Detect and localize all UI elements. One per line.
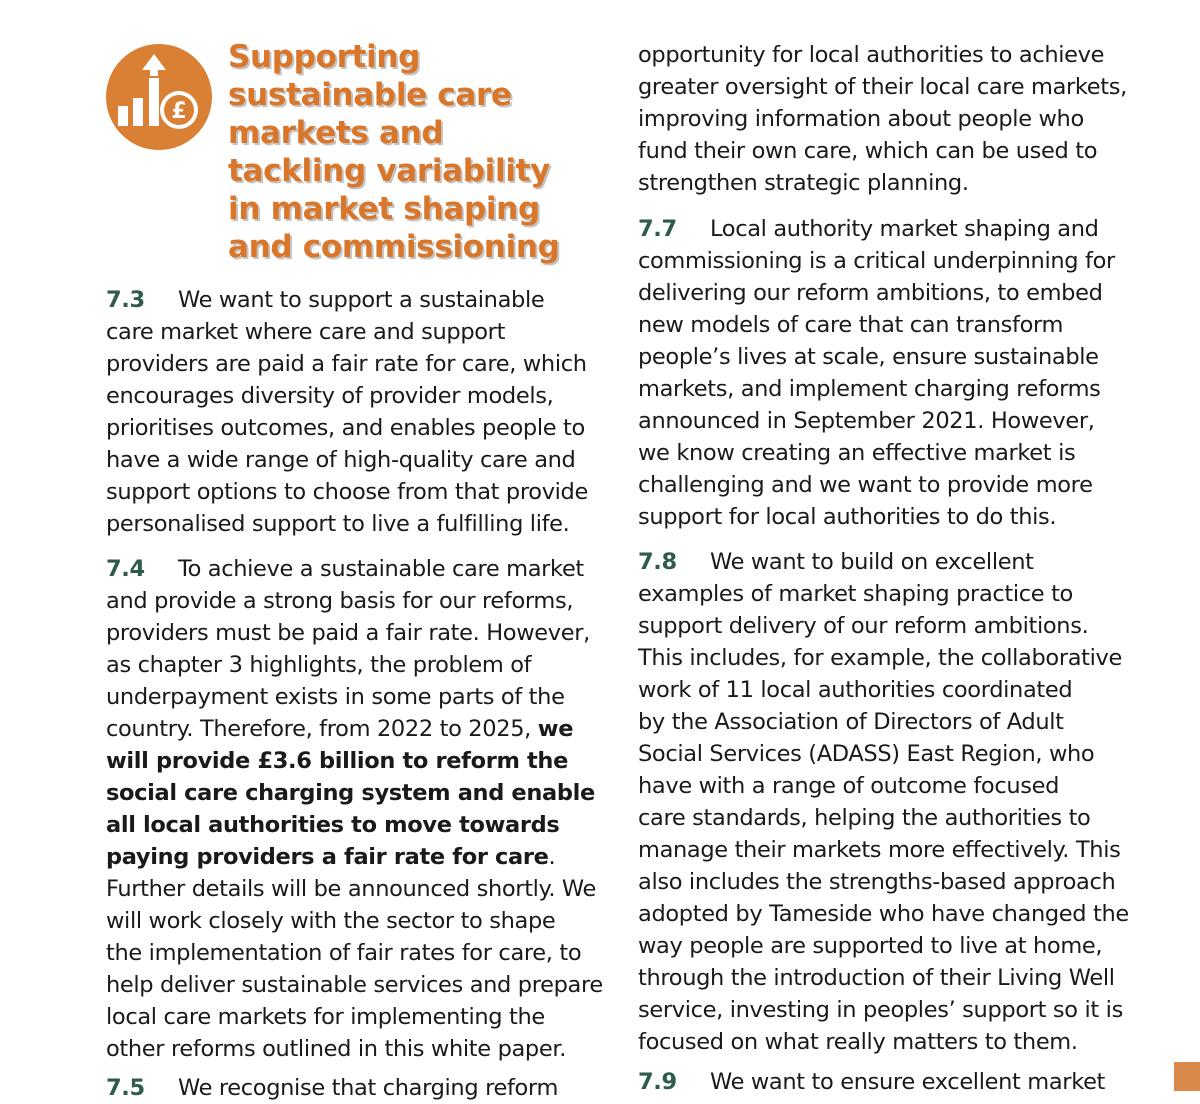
- paragraph-line: care standards, helping the authorities to: [638, 805, 1091, 831]
- bold-text: paying providers a fair rate for care: [106, 844, 549, 870]
- paragraph-line: delivering our reform ambitions, to embed: [638, 280, 1103, 306]
- paragraph-line: opportunity for local authorities to achieve: [638, 42, 1105, 68]
- paragraph-line: We want to support a sustainable: [178, 287, 545, 313]
- paragraph-number: 7.8: [638, 549, 677, 575]
- paragraph-line: people’s lives at scale, ensure sustainable: [638, 344, 1099, 370]
- paragraph-line: commissioning is a critical underpinning for: [638, 248, 1115, 274]
- paragraph-line: we know creating an effective market is: [638, 440, 1076, 466]
- paragraph-line: strengthen strategic planning.: [638, 170, 969, 196]
- paragraph-line: underpayment exists in some parts of the: [106, 684, 565, 710]
- paragraph-line: We recognise that charging reform: [178, 1075, 559, 1101]
- paragraph-line: by the Association of Directors of Adult: [638, 709, 1064, 735]
- paragraph-line: local care markets for implementing the: [106, 1004, 545, 1030]
- paragraph-line: service, investing in peoples’ support so it is: [638, 997, 1123, 1023]
- paragraph-line: providers must be paid a fair rate. However,: [106, 620, 590, 646]
- section-title-line: tackling variability: [228, 153, 551, 189]
- section-title-line: and commissioning: [228, 229, 560, 265]
- paragraph-number: 7.9: [638, 1069, 677, 1095]
- paragraph-text: .: [548, 844, 556, 870]
- paragraph-number: 7.4: [106, 556, 145, 582]
- paragraph-line: work of 11 local authorities coordinated: [638, 677, 1073, 703]
- paragraph-line: support for local authorities to do this.: [638, 504, 1057, 530]
- paragraph-line: and provide a strong basis for our reforms,: [106, 588, 574, 614]
- paragraph-7-6-continued: [638, 39, 1127, 199]
- paragraph-7-5: [106, 1072, 558, 1104]
- paragraph-number: 7.3: [106, 287, 145, 313]
- paragraph-line: new models of care that can transform: [638, 312, 1064, 338]
- section-title-line: sustainable care: [228, 77, 512, 113]
- section-title-line: markets and: [228, 115, 444, 151]
- paragraph-line: prioritises outcomes, and enables people to: [106, 415, 585, 441]
- paragraph-line: support options to choose from that provide: [106, 479, 588, 505]
- paragraph-7-9: [638, 1066, 1105, 1098]
- paragraph-line: through the introduction of their Living Well: [638, 965, 1115, 991]
- paragraph-line: This includes, for example, the collaborative: [638, 645, 1122, 671]
- svg-text:£: £: [171, 99, 187, 124]
- paragraph-line: way people are supported to live at home,: [638, 933, 1103, 959]
- paragraph-line: help deliver sustainable services and prepare: [106, 972, 603, 998]
- bold-line: social care charging system and enable: [106, 780, 595, 806]
- paragraph-line: focused on what really matters to them.: [638, 1029, 1078, 1055]
- paragraph-line: will work closely with the sector to shape: [106, 908, 556, 934]
- section-title-line: Supporting: [228, 39, 421, 75]
- paragraph-line: We want to ensure excellent market: [710, 1069, 1106, 1095]
- paragraph-line: care market where care and support: [106, 319, 506, 345]
- bold-text: we: [537, 716, 574, 742]
- paragraph-line: markets, and implement charging reforms: [638, 376, 1101, 402]
- paragraph-line: challenging and we want to provide more: [638, 472, 1093, 498]
- paragraph-line: have with a range of outcome focused: [638, 773, 1060, 799]
- paragraph-line: Further details will be announced shortly. We: [106, 876, 596, 902]
- paragraph-line: examples of market shaping practice to: [638, 581, 1073, 607]
- paragraph-7-7: [638, 213, 1115, 533]
- paragraph-line: To achieve a sustainable care market: [178, 556, 584, 582]
- paragraph-line: support delivery of our reform ambitions.: [638, 613, 1089, 639]
- page-edge-marker: [1174, 1062, 1200, 1091]
- section-title-line: in market shaping: [228, 191, 540, 227]
- paragraph-number: 7.7: [638, 216, 677, 242]
- paragraph-line: Social Services (ADASS) East Region, who: [638, 741, 1095, 767]
- paragraph-line: Local authority market shaping and: [710, 216, 1099, 242]
- section-heading: [106, 38, 586, 278]
- paragraph-line: personalised support to live a fulfilling life.: [106, 511, 570, 537]
- paragraph-7-3: [106, 284, 588, 540]
- paragraph-line: encourages diversity of provider models,: [106, 383, 554, 409]
- section-title: [228, 38, 588, 266]
- paragraph-line: greater oversight of their local care markets,: [638, 74, 1127, 100]
- paragraph-line: the implementation of fair rates for care, to: [106, 940, 582, 966]
- paragraph-line: providers are paid a fair rate for care, which: [106, 351, 587, 377]
- paragraph-line: manage their markets more effectively. This: [638, 837, 1121, 863]
- paragraph-line: other reforms outlined in this white paper.: [106, 1036, 566, 1062]
- bold-line: will provide £3.6 billion to reform the: [106, 748, 569, 774]
- growth-pound-icon: [106, 44, 212, 150]
- paragraph-line: have a wide range of high-quality care and: [106, 447, 576, 473]
- paragraph-line: announced in September 2021. However,: [638, 408, 1095, 434]
- paragraph-line: as chapter 3 highlights, the problem of: [106, 652, 532, 678]
- paragraph-line: improving information about people who: [638, 106, 1084, 132]
- paragraph-line: fund their own care, which can be used to: [638, 138, 1098, 164]
- paragraph-text: country. Therefore, from 2022 to 2025,: [106, 716, 538, 742]
- paragraph-number: 7.5: [106, 1075, 145, 1101]
- paragraph-line: We want to build on excellent: [710, 549, 1034, 575]
- paragraph-line: also includes the strengths-based approach: [638, 869, 1116, 895]
- paragraph-line: adopted by Tameside who have changed the: [638, 901, 1129, 927]
- bold-line: all local authorities to move towards: [106, 812, 560, 838]
- paragraph-7-8: [638, 546, 1129, 1058]
- growth-pound-icon-graphic: [106, 44, 212, 150]
- paragraph-7-4: [106, 553, 603, 1065]
